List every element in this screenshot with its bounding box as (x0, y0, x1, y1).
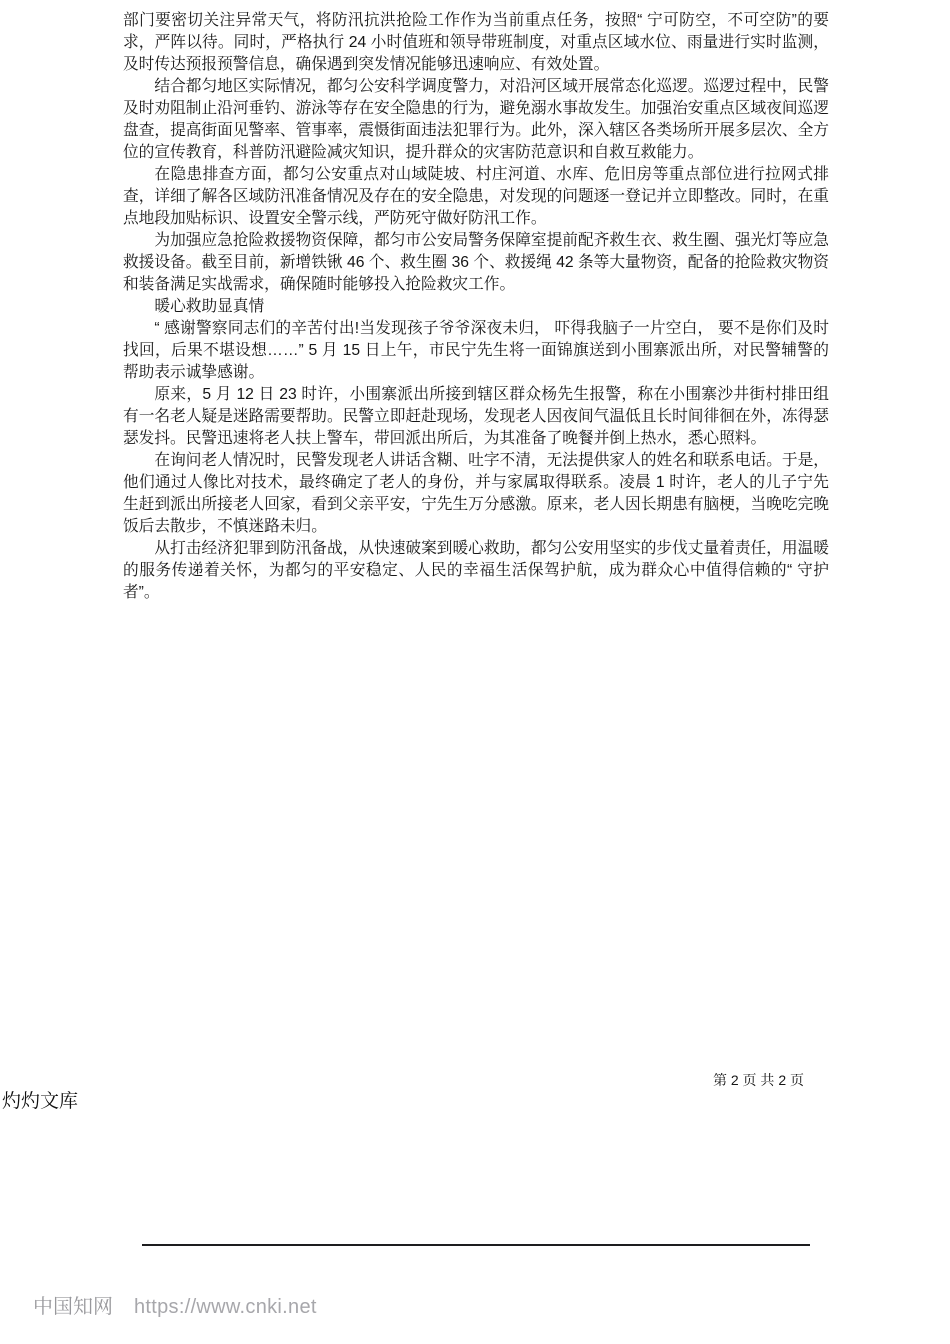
paragraph: 暖心救助显真情 (154, 298, 265, 315)
footer-divider (142, 1244, 810, 1246)
document-body (123, 10, 829, 604)
paragraph: 部门要密切关注异常天气，将防汛抗洪抢险工作作为当前重点任务，按照“ 宁可防空，不可空防”的要求，严阵以待。同时，严格执行 24 小时值班和领导带班制度，对重点区域水位、雨量进行实时监测，及时传达预报预警信息，确保遇到突发情况能够迅速响应、有效处置。 (123, 12, 829, 73)
site-footer (33, 1290, 317, 1319)
paragraph: 结合都匀地区实际情况，都匀公安科学调度警力，对沿河区域开展常态化巡逻。巡逻过程中，民警及时劝阻制止沿河垂钓、游泳等存在安全隐患的行为，避免溺水事故发生。加强治安重点区域夜间巡逻盘查，提高街面见警率、管事率，震慑街面违法犯罪行为。此外，深入辖区各类场所开展多层次、全方位的宣传教育，科普防汛避险减灾知识，提升群众的灾害防范意识和自救互救能力。 (123, 78, 829, 161)
paragraph: 为加强应急抢险救援物资保障，都匀市公安局警务保障室提前配齐救生衣、救生圈、强光灯等应急救援设备。截至目前，新增铁锹 46 个、救生圈 36 个、救援绳 42 条等大量物资，配备的抢险救灾物资和装备满足实战需求，确保随时能够投入抢险救灾工作。 (123, 232, 829, 293)
paragraph: 在询问老人情况时，民警发现老人讲话含糊、吐字不清，无法提供家人的姓名和联系电话。于是，他们通过人像比对技术，最终确定了老人的身份，并与家属取得联系。凌晨 1 时许，老人的儿子宁先生赶到派出所接老人回家，看到父亲平安，宁先生万分感激。原来，老人因长期患有脑梗，当晚吃完晚饭后去散步，不慎迷路未归。 (123, 452, 829, 535)
cnki-url-link[interactable]: https://www.cnki.net (134, 1296, 317, 1318)
watermark-label: 灼灼文库 (2, 1091, 79, 1112)
cnki-brand-label: 中国知网 (33, 1296, 113, 1318)
page-indicator: 第 2 页 共 2 页 (712, 1072, 804, 1088)
paragraph: 从打击经济犯罪到防汛备战，从快速破案到暖心救助，都匀公安用坚实的步伐丈量着责任，用温暖的服务传递着关怀，为都匀的平安稳定、人民的幸福生活保驾护航，成为群众心中值得信赖的“ 守护者”。 (123, 540, 829, 601)
paragraph: 在隐患排查方面，都匀公安重点对山域陡坡、村庄河道、水库、危旧房等重点部位进行拉网式排查，详细了解各区域防汛准备情况及存在的安全隐患，对发现的问题逐一登记并立即整改。同时，在重点地段加贴标识、设置安全警示线，严防死守做好防汛工作。 (123, 166, 829, 227)
paragraph: 原来，5 月 12 日 23 时许，小围寨派出所接到辖区群众杨先生报警，称在小围寨沙井街村排田组有一名老人疑是迷路需要帮助。民警立即赶赴现场，发现老人因夜间气温低且长时间徘徊在外，冻得瑟瑟发抖。民警迅速将老人扶上警车，带回派出所后，为其准备了晚餐并倒上热水，悉心照料。 (123, 386, 829, 447)
paragraph: “ 感谢警察同志们的辛苦付出!当发现孩子爷爷深夜未归， 吓得我脑子一片空白， 要不是你们及时找回，后果不堪设想……” 5 月 15 日上午，市民宁先生将一面锦旗送到小围寨派出所，对民警辅警的帮助表示诚挚感谢。 (123, 320, 829, 381)
